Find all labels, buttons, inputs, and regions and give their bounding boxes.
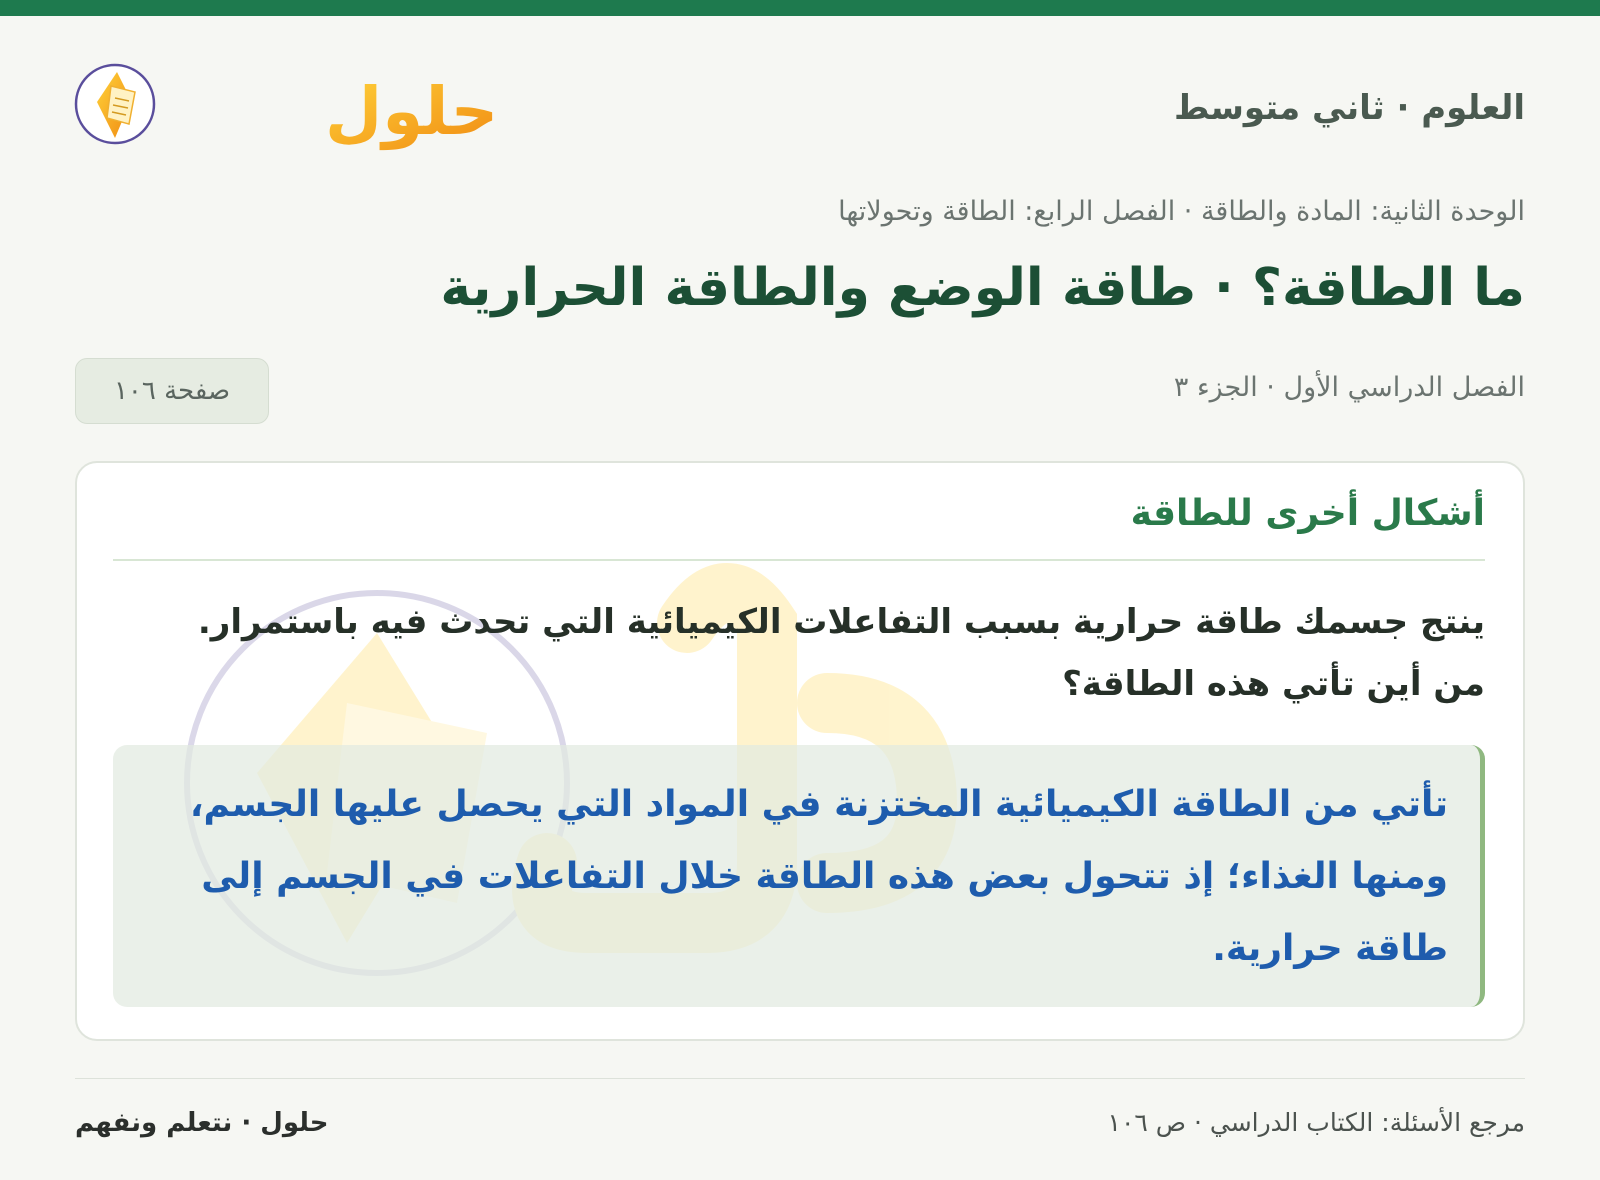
footer-divider	[75, 1078, 1525, 1079]
footer-brand[interactable]: حلول · نتعلم ونفهم	[75, 1108, 329, 1138]
hulul-logo[interactable]	[75, 52, 499, 162]
page-title: ما الطاقة؟ · طاقة الوضع والطاقة الحرارية	[440, 258, 1525, 318]
page-number-badge[interactable]: صفحة ١٠٦	[75, 358, 269, 424]
question-card	[75, 461, 1525, 1041]
card-heading: أشكال أخرى للطاقة	[1130, 493, 1485, 534]
top-accent-bar	[0, 0, 1600, 16]
breadcrumb: الوحدة الثانية: المادة والطاقة · الفصل الرابع: الطاقة وتحولاتها	[838, 196, 1525, 227]
answer-box	[113, 745, 1485, 1007]
term-label: الفصل الدراسي الأول · الجزء ٣	[1173, 372, 1525, 403]
header	[75, 50, 1525, 160]
card-divider	[113, 559, 1485, 561]
answer-text: تأتي من الطاقة الكيميائية المختزنة في المواد التي يحصل عليها الجسم، ومنها الغذاء؛ إذ تتحول بعض هذه الطاقة خلال التفاعلات في الجسم إلى طاقة حرارية.	[189, 784, 1448, 969]
subject-title: العلوم · ثاني متوسط	[1174, 88, 1525, 128]
question-text: ينتج جسمك طاقة حرارية بسبب التفاعلات الكيميائية التي تحدث فيه باستمرار. من أين تأتي هذه الطاقة؟	[197, 602, 1485, 704]
footer-reference: مرجع الأسئلة: الكتاب الدراسي · ص ١٠٦	[1107, 1108, 1525, 1137]
logo-wordmark: حلول	[325, 73, 499, 150]
